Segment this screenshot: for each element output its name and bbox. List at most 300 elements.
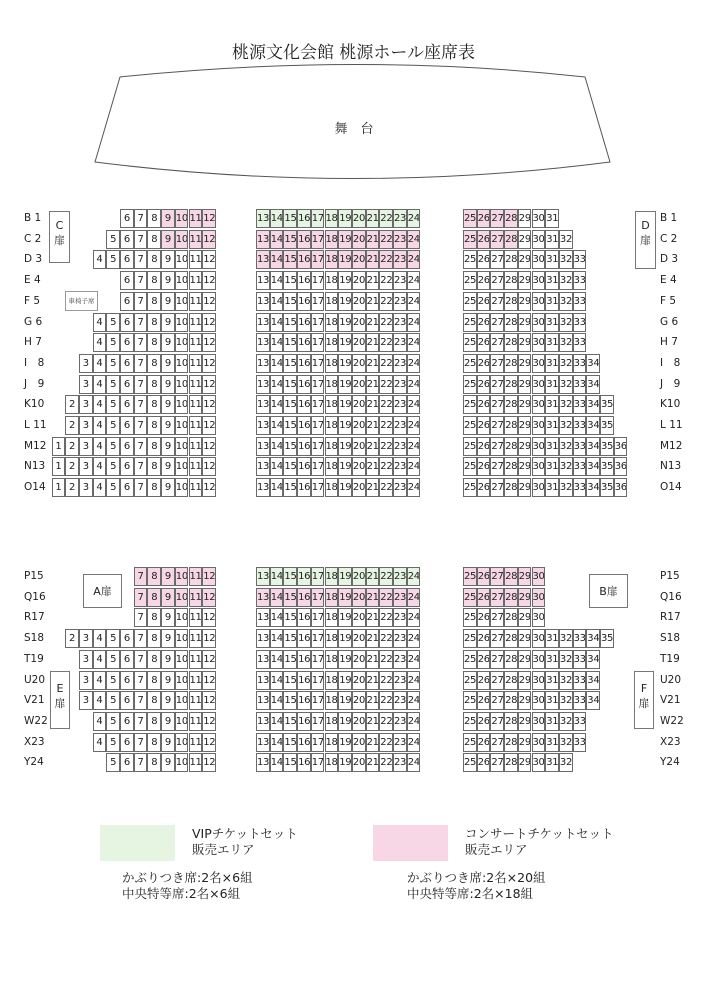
seat[interactable]: 17 bbox=[311, 567, 325, 586]
seat[interactable]: 12 bbox=[202, 437, 216, 456]
seat[interactable]: 18 bbox=[325, 354, 339, 373]
seat[interactable]: 17 bbox=[311, 230, 325, 249]
seat[interactable]: 13 bbox=[256, 271, 270, 290]
seat[interactable]: 13 bbox=[256, 416, 270, 435]
seat[interactable]: 23 bbox=[393, 671, 407, 690]
seat[interactable]: 30 bbox=[532, 292, 546, 311]
seat[interactable]: 16 bbox=[297, 691, 311, 710]
seat[interactable]: 26 bbox=[477, 629, 491, 648]
seat[interactable]: 31 bbox=[545, 416, 559, 435]
seat[interactable]: 25 bbox=[463, 753, 477, 772]
seat[interactable]: 25 bbox=[463, 588, 477, 607]
seat[interactable]: 23 bbox=[393, 354, 407, 373]
seat[interactable]: 14 bbox=[270, 733, 284, 752]
seat[interactable]: 22 bbox=[379, 629, 393, 648]
seat[interactable]: 25 bbox=[463, 478, 477, 497]
seat[interactable]: 22 bbox=[379, 588, 393, 607]
seat[interactable]: 31 bbox=[545, 650, 559, 669]
seat[interactable]: 25 bbox=[463, 292, 477, 311]
seat[interactable]: 21 bbox=[366, 608, 380, 627]
seat[interactable]: 4 bbox=[93, 733, 107, 752]
seat[interactable]: 25 bbox=[463, 230, 477, 249]
seat[interactable]: 15 bbox=[283, 478, 297, 497]
seat[interactable]: 23 bbox=[393, 333, 407, 352]
seat[interactable]: 22 bbox=[379, 313, 393, 332]
seat[interactable]: 8 bbox=[147, 650, 161, 669]
seat[interactable]: 17 bbox=[311, 395, 325, 414]
seat[interactable]: 14 bbox=[270, 416, 284, 435]
seat[interactable]: 8 bbox=[147, 333, 161, 352]
seat[interactable]: 27 bbox=[490, 478, 504, 497]
seat[interactable]: 30 bbox=[532, 650, 546, 669]
seat[interactable]: 8 bbox=[147, 733, 161, 752]
seat[interactable]: 4 bbox=[93, 457, 107, 476]
seat[interactable]: 5 bbox=[106, 733, 120, 752]
seat[interactable]: 8 bbox=[147, 478, 161, 497]
seat[interactable]: 9 bbox=[161, 209, 175, 228]
seat[interactable]: 16 bbox=[297, 230, 311, 249]
seat[interactable]: 28 bbox=[504, 753, 518, 772]
seat[interactable]: 10 bbox=[175, 250, 189, 269]
seat[interactable]: 26 bbox=[477, 733, 491, 752]
seat[interactable]: 27 bbox=[490, 416, 504, 435]
seat[interactable]: 3 bbox=[79, 650, 93, 669]
seat[interactable]: 13 bbox=[256, 250, 270, 269]
seat[interactable]: 29 bbox=[518, 671, 532, 690]
seat[interactable]: 16 bbox=[297, 292, 311, 311]
seat[interactable]: 4 bbox=[93, 629, 107, 648]
seat[interactable]: 7 bbox=[134, 313, 148, 332]
seat[interactable]: 27 bbox=[490, 209, 504, 228]
seat[interactable]: 24 bbox=[407, 333, 421, 352]
seat[interactable]: 16 bbox=[297, 333, 311, 352]
seat[interactable]: 22 bbox=[379, 250, 393, 269]
seat[interactable]: 8 bbox=[147, 209, 161, 228]
seat[interactable]: 18 bbox=[325, 271, 339, 290]
seat[interactable]: 17 bbox=[311, 457, 325, 476]
seat[interactable]: 13 bbox=[256, 753, 270, 772]
seat[interactable]: 11 bbox=[189, 650, 203, 669]
seat[interactable]: 10 bbox=[175, 313, 189, 332]
seat[interactable]: 26 bbox=[477, 567, 491, 586]
seat[interactable]: 23 bbox=[393, 753, 407, 772]
seat[interactable]: 29 bbox=[518, 608, 532, 627]
seat[interactable]: 29 bbox=[518, 567, 532, 586]
seat[interactable]: 14 bbox=[270, 375, 284, 394]
seat[interactable]: 16 bbox=[297, 629, 311, 648]
seat[interactable]: 16 bbox=[297, 567, 311, 586]
seat[interactable]: 18 bbox=[325, 567, 339, 586]
seat[interactable]: 33 bbox=[573, 478, 587, 497]
seat[interactable]: 33 bbox=[573, 292, 587, 311]
seat[interactable]: 8 bbox=[147, 250, 161, 269]
seat[interactable]: 28 bbox=[504, 671, 518, 690]
seat[interactable]: 20 bbox=[352, 608, 366, 627]
seat[interactable]: 11 bbox=[189, 416, 203, 435]
seat[interactable]: 19 bbox=[338, 209, 352, 228]
seat[interactable]: 4 bbox=[93, 313, 107, 332]
seat[interactable]: 19 bbox=[338, 567, 352, 586]
seat[interactable]: 6 bbox=[120, 313, 134, 332]
seat[interactable]: 28 bbox=[504, 292, 518, 311]
seat[interactable]: 10 bbox=[175, 608, 189, 627]
seat[interactable]: 24 bbox=[407, 691, 421, 710]
seat[interactable]: 33 bbox=[573, 437, 587, 456]
seat[interactable]: 32 bbox=[559, 671, 573, 690]
seat[interactable]: 6 bbox=[120, 375, 134, 394]
seat[interactable]: 20 bbox=[352, 209, 366, 228]
seat[interactable]: 31 bbox=[545, 629, 559, 648]
seat[interactable]: 27 bbox=[490, 375, 504, 394]
seat[interactable]: 12 bbox=[202, 457, 216, 476]
seat[interactable]: 23 bbox=[393, 230, 407, 249]
seat[interactable]: 5 bbox=[106, 629, 120, 648]
seat[interactable]: 7 bbox=[134, 457, 148, 476]
seat[interactable]: 18 bbox=[325, 209, 339, 228]
seat[interactable]: 25 bbox=[463, 629, 477, 648]
seat[interactable]: 28 bbox=[504, 691, 518, 710]
seat[interactable]: 22 bbox=[379, 478, 393, 497]
seat[interactable]: 7 bbox=[134, 567, 148, 586]
seat[interactable]: 30 bbox=[532, 313, 546, 332]
seat[interactable]: 10 bbox=[175, 375, 189, 394]
seat[interactable]: 10 bbox=[175, 437, 189, 456]
seat[interactable]: 23 bbox=[393, 209, 407, 228]
seat[interactable]: 16 bbox=[297, 271, 311, 290]
seat[interactable]: 13 bbox=[256, 230, 270, 249]
seat[interactable]: 10 bbox=[175, 271, 189, 290]
seat[interactable]: 24 bbox=[407, 375, 421, 394]
seat[interactable]: 20 bbox=[352, 333, 366, 352]
seat[interactable]: 30 bbox=[532, 478, 546, 497]
seat[interactable]: 33 bbox=[573, 271, 587, 290]
seat[interactable]: 26 bbox=[477, 292, 491, 311]
seat[interactable]: 12 bbox=[202, 691, 216, 710]
seat[interactable]: 30 bbox=[532, 588, 546, 607]
seat[interactable]: 24 bbox=[407, 588, 421, 607]
seat[interactable]: 27 bbox=[490, 753, 504, 772]
seat[interactable]: 8 bbox=[147, 567, 161, 586]
seat[interactable]: 20 bbox=[352, 250, 366, 269]
seat[interactable]: 23 bbox=[393, 567, 407, 586]
seat[interactable]: 18 bbox=[325, 437, 339, 456]
seat[interactable]: 15 bbox=[283, 691, 297, 710]
seat[interactable]: 5 bbox=[106, 650, 120, 669]
seat[interactable]: 32 bbox=[559, 230, 573, 249]
seat[interactable]: 21 bbox=[366, 209, 380, 228]
seat[interactable]: 3 bbox=[79, 671, 93, 690]
seat[interactable]: 27 bbox=[490, 437, 504, 456]
seat[interactable]: 13 bbox=[256, 209, 270, 228]
seat[interactable]: 3 bbox=[79, 375, 93, 394]
seat[interactable]: 19 bbox=[338, 712, 352, 731]
seat[interactable]: 1 bbox=[52, 457, 66, 476]
seat[interactable]: 18 bbox=[325, 588, 339, 607]
seat[interactable]: 21 bbox=[366, 230, 380, 249]
seat[interactable]: 17 bbox=[311, 209, 325, 228]
seat[interactable]: 19 bbox=[338, 478, 352, 497]
seat[interactable]: 17 bbox=[311, 753, 325, 772]
seat[interactable]: 20 bbox=[352, 567, 366, 586]
seat[interactable]: 24 bbox=[407, 230, 421, 249]
seat[interactable]: 21 bbox=[366, 313, 380, 332]
seat[interactable]: 21 bbox=[366, 395, 380, 414]
seat[interactable]: 10 bbox=[175, 629, 189, 648]
seat[interactable]: 28 bbox=[504, 457, 518, 476]
seat[interactable]: 19 bbox=[338, 395, 352, 414]
seat[interactable]: 32 bbox=[559, 333, 573, 352]
seat[interactable]: 5 bbox=[106, 753, 120, 772]
seat[interactable]: 25 bbox=[463, 650, 477, 669]
seat[interactable]: 12 bbox=[202, 230, 216, 249]
seat[interactable]: 9 bbox=[161, 457, 175, 476]
seat[interactable]: 15 bbox=[283, 375, 297, 394]
seat[interactable]: 6 bbox=[120, 230, 134, 249]
seat[interactable]: 19 bbox=[338, 292, 352, 311]
seat[interactable]: 9 bbox=[161, 588, 175, 607]
seat[interactable]: 15 bbox=[283, 712, 297, 731]
seat[interactable]: 16 bbox=[297, 478, 311, 497]
seat[interactable]: 24 bbox=[407, 416, 421, 435]
seat[interactable]: 5 bbox=[106, 691, 120, 710]
seat[interactable]: 15 bbox=[283, 313, 297, 332]
seat[interactable]: 9 bbox=[161, 437, 175, 456]
seat[interactable]: 29 bbox=[518, 478, 532, 497]
seat[interactable]: 17 bbox=[311, 313, 325, 332]
seat[interactable]: 6 bbox=[120, 671, 134, 690]
seat[interactable]: 3 bbox=[79, 354, 93, 373]
seat[interactable]: 34 bbox=[586, 671, 600, 690]
seat[interactable]: 26 bbox=[477, 230, 491, 249]
seat[interactable]: 31 bbox=[545, 457, 559, 476]
seat[interactable]: 6 bbox=[120, 333, 134, 352]
seat[interactable]: 31 bbox=[545, 271, 559, 290]
seat[interactable]: 24 bbox=[407, 271, 421, 290]
seat[interactable]: 10 bbox=[175, 478, 189, 497]
seat[interactable]: 11 bbox=[189, 230, 203, 249]
seat[interactable]: 22 bbox=[379, 437, 393, 456]
seat[interactable]: 14 bbox=[270, 209, 284, 228]
seat[interactable]: 24 bbox=[407, 712, 421, 731]
seat[interactable]: 24 bbox=[407, 437, 421, 456]
seat[interactable]: 25 bbox=[463, 313, 477, 332]
seat[interactable]: 15 bbox=[283, 437, 297, 456]
seat[interactable]: 16 bbox=[297, 416, 311, 435]
seat[interactable]: 22 bbox=[379, 292, 393, 311]
seat[interactable]: 24 bbox=[407, 733, 421, 752]
seat[interactable]: 10 bbox=[175, 292, 189, 311]
seat[interactable]: 10 bbox=[175, 753, 189, 772]
seat[interactable]: 25 bbox=[463, 733, 477, 752]
seat[interactable]: 15 bbox=[283, 333, 297, 352]
seat[interactable]: 7 bbox=[134, 292, 148, 311]
seat[interactable]: 17 bbox=[311, 691, 325, 710]
seat[interactable]: 9 bbox=[161, 333, 175, 352]
seat[interactable]: 9 bbox=[161, 671, 175, 690]
seat[interactable]: 20 bbox=[352, 354, 366, 373]
seat[interactable]: 14 bbox=[270, 608, 284, 627]
seat[interactable]: 34 bbox=[586, 375, 600, 394]
seat[interactable]: 24 bbox=[407, 354, 421, 373]
seat[interactable]: 23 bbox=[393, 712, 407, 731]
seat[interactable]: 20 bbox=[352, 457, 366, 476]
seat[interactable]: 15 bbox=[283, 588, 297, 607]
seat[interactable]: 21 bbox=[366, 292, 380, 311]
seat[interactable]: 24 bbox=[407, 753, 421, 772]
seat[interactable]: 31 bbox=[545, 437, 559, 456]
seat[interactable]: 12 bbox=[202, 588, 216, 607]
seat[interactable]: 20 bbox=[352, 753, 366, 772]
seat[interactable]: 19 bbox=[338, 313, 352, 332]
seat[interactable]: 11 bbox=[189, 567, 203, 586]
seat[interactable]: 30 bbox=[532, 437, 546, 456]
seat[interactable]: 10 bbox=[175, 333, 189, 352]
seat[interactable]: 26 bbox=[477, 375, 491, 394]
seat[interactable]: 4 bbox=[93, 437, 107, 456]
seat[interactable]: 20 bbox=[352, 395, 366, 414]
seat[interactable]: 5 bbox=[106, 395, 120, 414]
seat[interactable]: 13 bbox=[256, 354, 270, 373]
seat[interactable]: 6 bbox=[120, 457, 134, 476]
seat[interactable]: 17 bbox=[311, 588, 325, 607]
seat[interactable]: 32 bbox=[559, 437, 573, 456]
seat[interactable]: 15 bbox=[283, 416, 297, 435]
seat[interactable]: 26 bbox=[477, 250, 491, 269]
seat[interactable]: 8 bbox=[147, 292, 161, 311]
seat[interactable]: 16 bbox=[297, 712, 311, 731]
seat[interactable]: 15 bbox=[283, 209, 297, 228]
seat[interactable]: 30 bbox=[532, 691, 546, 710]
seat[interactable]: 13 bbox=[256, 712, 270, 731]
seat[interactable]: 13 bbox=[256, 375, 270, 394]
seat[interactable]: 9 bbox=[161, 313, 175, 332]
seat[interactable]: 27 bbox=[490, 292, 504, 311]
seat[interactable]: 32 bbox=[559, 292, 573, 311]
seat[interactable]: 27 bbox=[490, 712, 504, 731]
seat[interactable]: 28 bbox=[504, 650, 518, 669]
seat[interactable]: 19 bbox=[338, 354, 352, 373]
seat[interactable]: 4 bbox=[93, 478, 107, 497]
seat[interactable]: 7 bbox=[134, 395, 148, 414]
seat[interactable]: 33 bbox=[573, 395, 587, 414]
seat[interactable]: 25 bbox=[463, 608, 477, 627]
seat[interactable]: 17 bbox=[311, 437, 325, 456]
seat[interactable]: 7 bbox=[134, 753, 148, 772]
seat[interactable]: 8 bbox=[147, 437, 161, 456]
seat[interactable]: 29 bbox=[518, 712, 532, 731]
seat[interactable]: 35 bbox=[600, 478, 614, 497]
seat[interactable]: 11 bbox=[189, 629, 203, 648]
seat[interactable]: 30 bbox=[532, 209, 546, 228]
seat[interactable]: 26 bbox=[477, 437, 491, 456]
seat[interactable]: 33 bbox=[573, 354, 587, 373]
seat[interactable]: 26 bbox=[477, 671, 491, 690]
seat[interactable]: 19 bbox=[338, 230, 352, 249]
seat[interactable]: 21 bbox=[366, 478, 380, 497]
seat[interactable]: 18 bbox=[325, 671, 339, 690]
seat[interactable]: 32 bbox=[559, 478, 573, 497]
seat[interactable]: 15 bbox=[283, 650, 297, 669]
seat[interactable]: 16 bbox=[297, 457, 311, 476]
seat[interactable]: 27 bbox=[490, 733, 504, 752]
seat[interactable]: 7 bbox=[134, 354, 148, 373]
seat[interactable]: 29 bbox=[518, 209, 532, 228]
seat[interactable]: 14 bbox=[270, 671, 284, 690]
seat[interactable]: 20 bbox=[352, 588, 366, 607]
seat[interactable]: 27 bbox=[490, 629, 504, 648]
seat[interactable]: 29 bbox=[518, 354, 532, 373]
seat[interactable]: 30 bbox=[532, 230, 546, 249]
seat[interactable]: 26 bbox=[477, 478, 491, 497]
seat[interactable]: 27 bbox=[490, 230, 504, 249]
seat[interactable]: 22 bbox=[379, 209, 393, 228]
seat[interactable]: 28 bbox=[504, 437, 518, 456]
seat[interactable]: 21 bbox=[366, 691, 380, 710]
seat[interactable]: 33 bbox=[573, 416, 587, 435]
seat[interactable]: 32 bbox=[559, 691, 573, 710]
seat[interactable]: 14 bbox=[270, 292, 284, 311]
seat[interactable]: 12 bbox=[202, 478, 216, 497]
seat[interactable]: 6 bbox=[120, 354, 134, 373]
seat[interactable]: 29 bbox=[518, 733, 532, 752]
seat[interactable]: 7 bbox=[134, 209, 148, 228]
seat[interactable]: 14 bbox=[270, 629, 284, 648]
seat[interactable]: 19 bbox=[338, 271, 352, 290]
seat[interactable]: 14 bbox=[270, 437, 284, 456]
seat[interactable]: 25 bbox=[463, 416, 477, 435]
seat[interactable]: 23 bbox=[393, 478, 407, 497]
seat[interactable]: 31 bbox=[545, 478, 559, 497]
seat[interactable]: 26 bbox=[477, 354, 491, 373]
seat[interactable]: 23 bbox=[393, 457, 407, 476]
seat[interactable]: 22 bbox=[379, 650, 393, 669]
seat[interactable]: 34 bbox=[586, 478, 600, 497]
seat[interactable]: 34 bbox=[586, 650, 600, 669]
seat[interactable]: 32 bbox=[559, 650, 573, 669]
seat[interactable]: 29 bbox=[518, 588, 532, 607]
seat[interactable]: 11 bbox=[189, 437, 203, 456]
seat[interactable]: 35 bbox=[600, 395, 614, 414]
seat[interactable]: 15 bbox=[283, 733, 297, 752]
seat[interactable]: 6 bbox=[120, 753, 134, 772]
seat[interactable]: 13 bbox=[256, 292, 270, 311]
seat[interactable]: 25 bbox=[463, 354, 477, 373]
seat[interactable]: 3 bbox=[79, 457, 93, 476]
seat[interactable]: 18 bbox=[325, 375, 339, 394]
seat[interactable]: 28 bbox=[504, 375, 518, 394]
seat[interactable]: 17 bbox=[311, 712, 325, 731]
seat[interactable]: 26 bbox=[477, 588, 491, 607]
seat[interactable]: 19 bbox=[338, 608, 352, 627]
seat[interactable]: 9 bbox=[161, 395, 175, 414]
seat[interactable]: 20 bbox=[352, 313, 366, 332]
seat[interactable]: 13 bbox=[256, 733, 270, 752]
seat[interactable]: 9 bbox=[161, 478, 175, 497]
seat[interactable]: 24 bbox=[407, 457, 421, 476]
seat[interactable]: 10 bbox=[175, 567, 189, 586]
seat[interactable]: 16 bbox=[297, 354, 311, 373]
seat[interactable]: 28 bbox=[504, 333, 518, 352]
seat[interactable]: 12 bbox=[202, 671, 216, 690]
seat[interactable]: 7 bbox=[134, 650, 148, 669]
seat[interactable]: 12 bbox=[202, 733, 216, 752]
seat[interactable]: 28 bbox=[504, 313, 518, 332]
seat[interactable]: 26 bbox=[477, 333, 491, 352]
seat[interactable]: 26 bbox=[477, 457, 491, 476]
seat[interactable]: 30 bbox=[532, 375, 546, 394]
seat[interactable]: 30 bbox=[532, 395, 546, 414]
seat[interactable]: 36 bbox=[614, 457, 628, 476]
